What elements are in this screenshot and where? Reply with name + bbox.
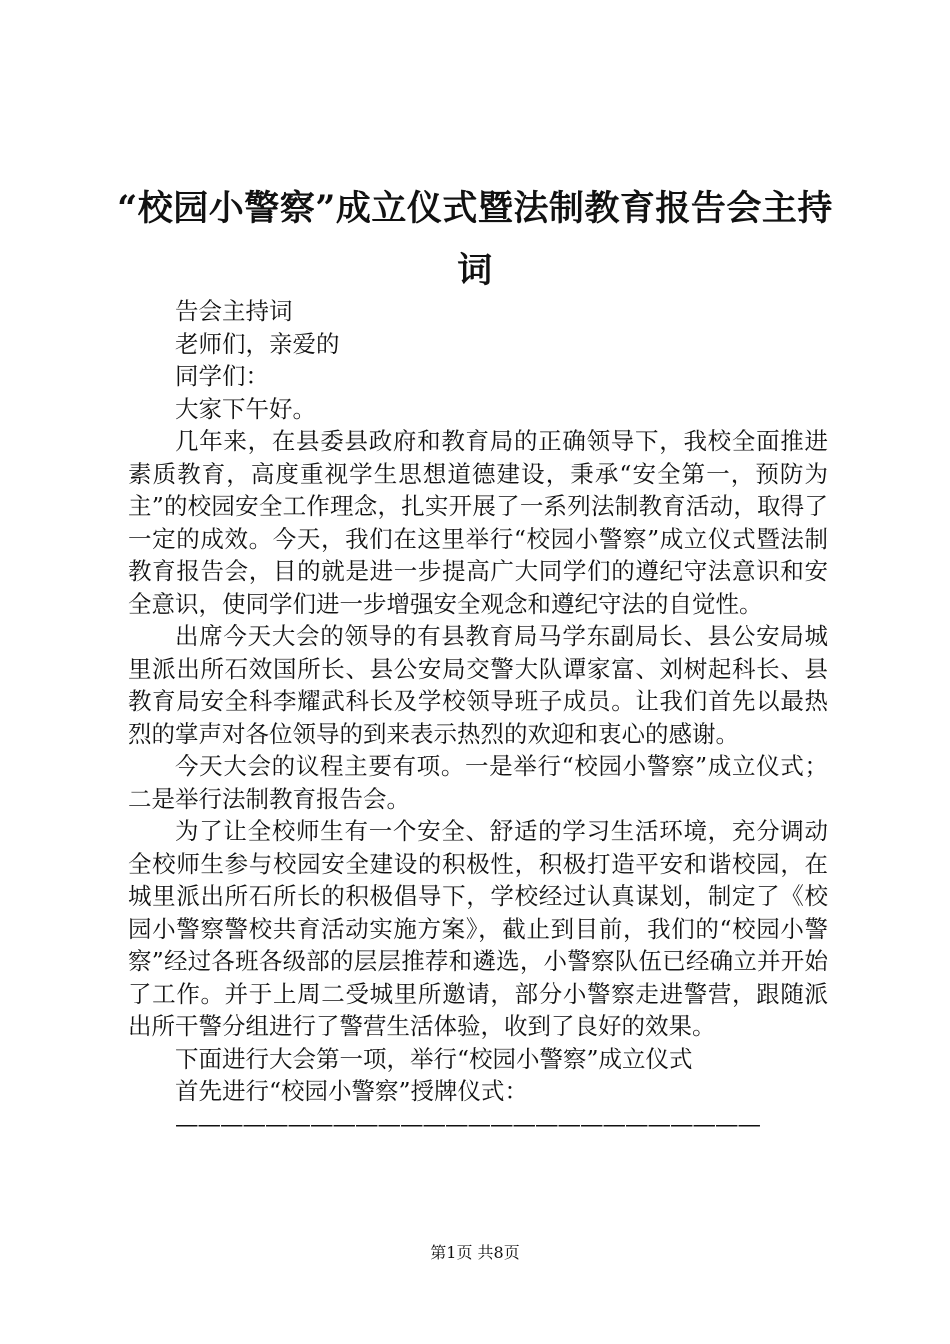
paragraph-introduction: 几年来，在县委县政府和教育局的正确领导下，我校全面推进素质教育，高度重视学生思想道德建设，秉承“安全第一，预防为主”的校园安全工作理念，扎实开展了一系列法制教育活动，取得了一定的成效。今天，我们在这里举行“校园小警察”成立仪式暨法制教育报告会，目的就是进一步提高广大同学们的遵纪守法意识和安全意识，使同学们进一步增强安全观念和遵纪守法的自觉性。: [128, 427, 828, 618]
paragraph-award-ceremony: 首先进行“校园小警察”授牌仪式：: [175, 1077, 529, 1105]
dash-rule-line: ——————————————————————————: [175, 1109, 760, 1138]
paragraph-background: 为了让全校师生有一个安全、舒适的学习生活环境，充分调动全校师生参与校园安全建设的积极性，积极打造平安和谐校园，在城里派出所石所长的积极倡导下，学校经过认真谋划，制定了《校园小警察警校共育活动实施方案》，截止到目前，我们的“校园小警察”经过各班各级部的层层推荐和遴选，小警察队伍已经确立并开始了工作。并于上周二受城里所邀请，部分小警察走进警营，跟随派出所干警分组进行了警营生活体验，收到了良好的效果。: [128, 817, 828, 1040]
paragraph-heading-fragment: 告会主持词: [175, 297, 293, 325]
document-body: [128, 295, 828, 1140]
paragraph-first-item: 下面进行大会第一项，举行“校园小警察”成立仪式: [175, 1044, 693, 1073]
paragraph-greeting-teachers: 老师们，亲爱的: [175, 329, 340, 358]
page-footer: 第1页 共8页: [430, 1243, 520, 1262]
paragraph-greeting-students: 同学们：: [175, 362, 269, 390]
document-title: “校园小警察”成立仪式暨法制教育报告会主持词: [117, 188, 833, 291]
paragraph-agenda: 今天大会的议程主要有项。一是举行“校园小警察”成立仪式；二是举行法制教育报告会。: [128, 752, 828, 813]
paragraph-attending-leaders: 出席今天大会的领导的有县教育局马学东副局长、县公安局城里派出所石效国所长、县公安局交警大队谭家富、刘树起科长、县教育局安全科李耀武科长及学校领导班子成员。让我们首先以最热烈的掌声对各位领导的到来表示热烈的欢迎和衷心的感谢。: [128, 622, 828, 748]
paragraph-good-afternoon: 大家下午好。: [175, 394, 316, 423]
